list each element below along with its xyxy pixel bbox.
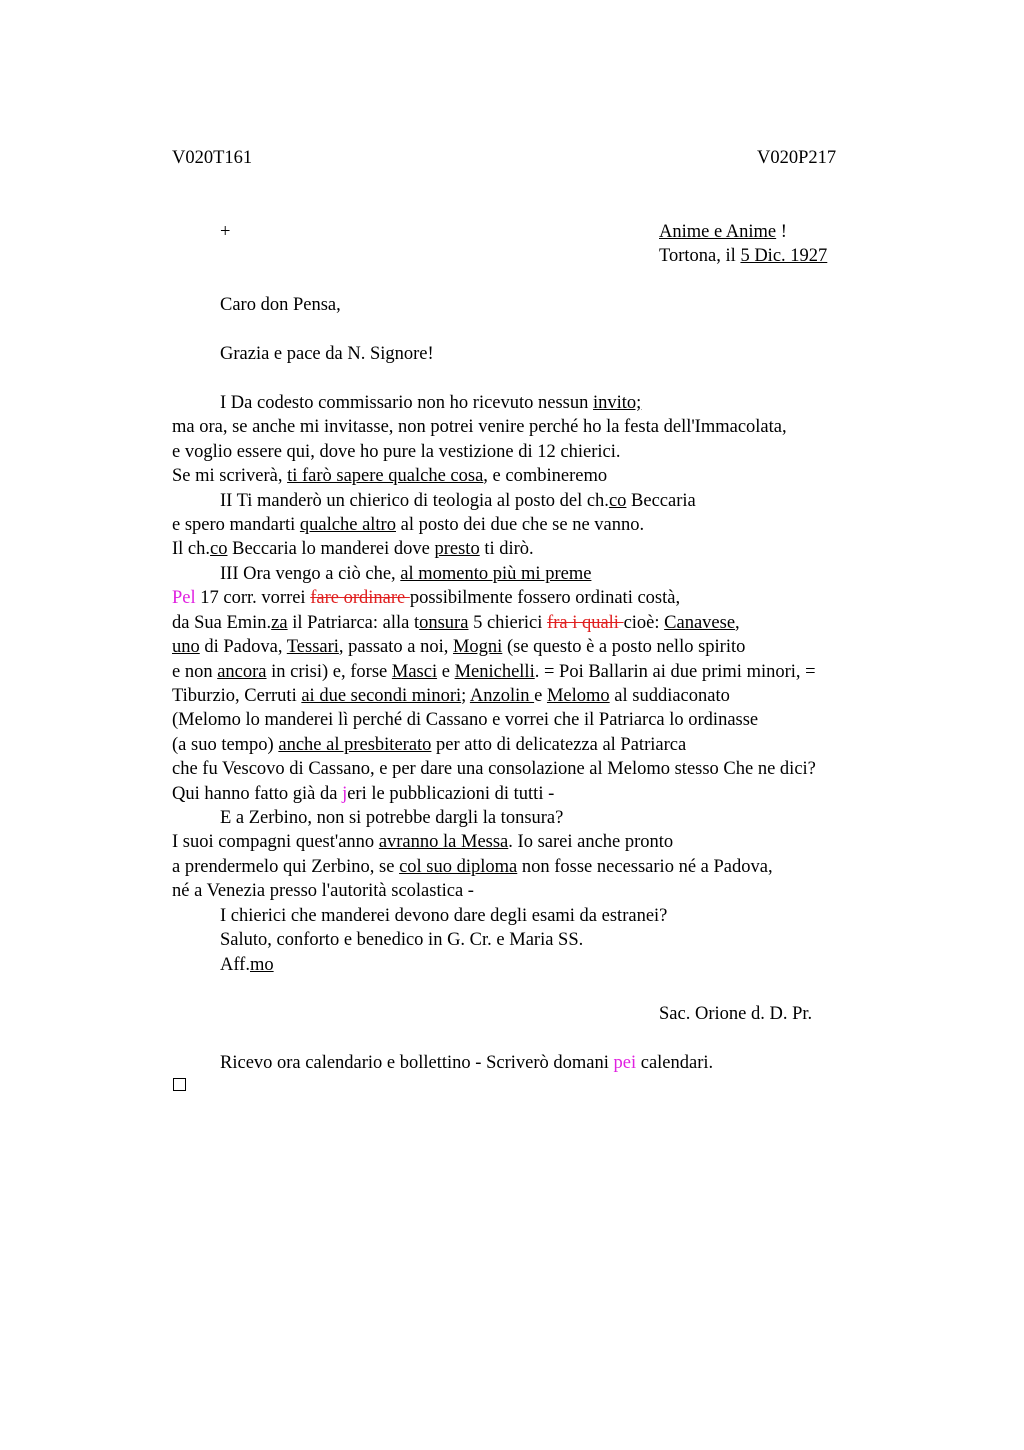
body-line: ma ora, se anche mi invitasse, non potrei venire perché ho la festa dell'Immacolata, xyxy=(172,417,787,437)
right-code: V020P217 xyxy=(757,148,837,168)
body-line: II Ti manderò un chierico di teologia al posto del ch.co Beccaria xyxy=(220,491,696,511)
body-line: uno di Padova, Tessari, passato a noi, Mogni (se questo è a posto nello spirito xyxy=(172,637,746,657)
closing: Aff.mo xyxy=(220,955,274,975)
body-line: né a Venezia presso l'autorità scolastica - xyxy=(172,881,474,901)
greeting: Grazia e pace da N. Signore! xyxy=(220,344,434,364)
body-line: I suoi compagni quest'anno avranno la Messa. Io sarei anche pronto xyxy=(172,832,674,852)
body-line: e non ancora in crisi) e, forse Masci e Menichelli. = Poi Ballarin ai due primi minori, = xyxy=(172,662,816,682)
body-line: Tiburzio, Cerruti ai due secondi minori; Anzolin e Melomo al suddiaconato xyxy=(172,686,730,706)
cross-mark: + xyxy=(220,222,231,242)
body-line: E a Zerbino, non si potrebbe dargli la tonsura? xyxy=(220,808,564,828)
motto: Anime e Anime ! xyxy=(659,222,787,242)
postscript: Ricevo ora calendario e bollettino - Scriverò domani pei calendari. xyxy=(220,1053,714,1073)
body-line: (Melomo lo manderei lì perché di Cassano e vorrei che il Patriarca lo ordinasse xyxy=(172,710,759,730)
body-line: a prendermelo qui Zerbino, se col suo diploma non fosse necessario né a Padova, xyxy=(172,857,773,877)
body-line: I chierici che manderei devono dare degli esami da estranei? xyxy=(220,906,668,926)
body-line: che fu Vescovo di Cassano, e per dare una consolazione al Melomo stesso Che ne dici? xyxy=(172,759,816,779)
body-line: Il ch.co Beccaria lo manderei dove presto ti dirò. xyxy=(172,539,534,559)
place-date: Tortona, il 5 Dic. 1927 xyxy=(659,246,828,266)
body-line: III Ora vengo a ciò che, al momento più mi preme xyxy=(220,564,592,584)
body-line: (a suo tempo) anche al presbiterato per atto di delicatezza al Patriarca xyxy=(172,735,687,755)
body-line: e spero mandarti qualche altro al posto dei due che se ne vanno. xyxy=(172,515,645,535)
body-line: e voglio essere qui, dove ho pure la vestizione di 12 chierici. xyxy=(172,442,621,462)
body-line: Se mi scriverà, ti farò sapere qualche cosa, e combineremo xyxy=(172,466,608,486)
body-line: Pel 17 corr. vorrei fare ordinare possibilmente fossero ordinati costà, xyxy=(172,588,681,608)
body-line: Saluto, conforto e benedico in G. Cr. e Maria SS. xyxy=(220,930,584,950)
body-line: I Da codesto commissario non ho ricevuto nessun invito; xyxy=(220,393,642,413)
signature: Sac. Orione d. D. Pr. xyxy=(659,1004,813,1024)
salutation: Caro don Pensa, xyxy=(220,295,341,315)
body-line: da Sua Emin.za il Patriarca: alla tonsura 5 chierici fra i quali cioè: Canavese, xyxy=(172,613,740,633)
left-code: V020T161 xyxy=(172,148,253,168)
end-box-symbol xyxy=(173,1078,186,1091)
body-line: Qui hanno fatto già da jeri le pubblicazioni di tutti - xyxy=(172,784,555,804)
